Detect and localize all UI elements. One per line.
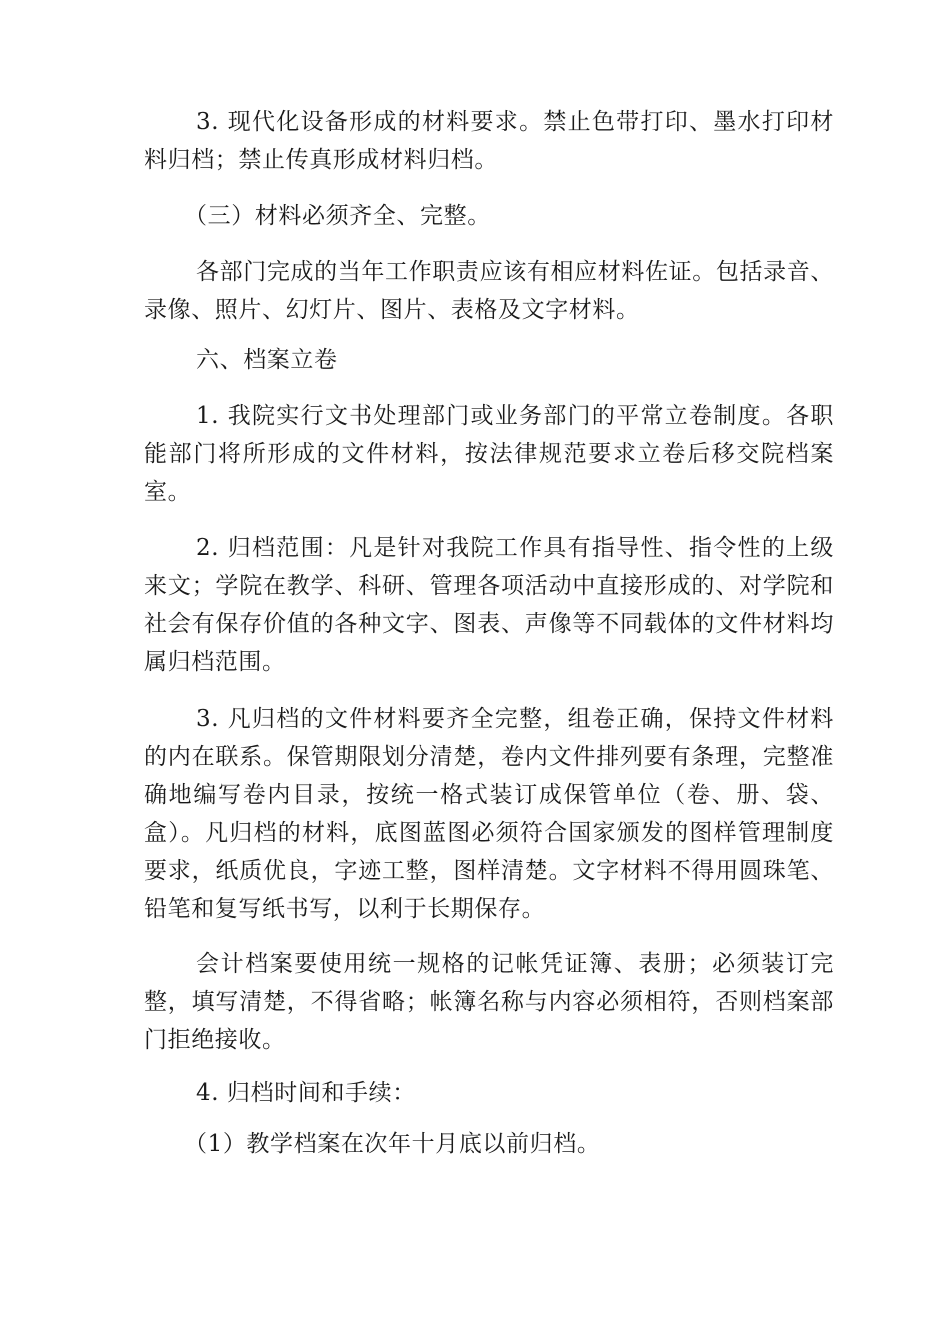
paragraph-teaching-archives: （1）教学档案在次年十月底以前归档。	[184, 1131, 601, 1157]
heading-materials-complete: （三）材料必须齐全、完整。	[184, 203, 491, 229]
paragraph-accounting-archives: 会计档案要使用统一规格的记帐凭证簿、表册；必须装订完整，填写清楚，不得省略；帐簿名称与内容必须相符，否则档案部门拒绝接收。	[144, 951, 834, 1053]
paragraph-filing-system: 1. 我院实行文书处理部门或业务部门的平常立卷制度。各职能部门将所形成的文件材料，按法律规范要求立卷后移交院档案室。	[144, 403, 834, 505]
paragraph-filing-quality: 3. 凡归档的文件材料要齐全完整，组卷正确，保持文件材料的内在联系。保管期限划分清楚，卷内文件排列要有条理，完整准确地编写卷内目录，按统一格式装订成保管单位（卷、册、袋、盒）。凡归档的材料，底图蓝图必须符合国家颁发的图样管理制度要求，纸质优良，字迹工整，图样清楚。文字材料不得用圆珠笔、铅笔和复写纸书写，以利于长期保存。	[144, 706, 834, 922]
paragraph-filing-scope: 2. 归档范围：凡是针对我院工作具有指导性、指令性的上级来文；学院在教学、科研、管理各项活动中直接形成的、对学院和社会有保存价值的各种文字、图表、声像等不同载体的文件材料均属归档范围。	[144, 535, 834, 675]
paragraph-department-evidence: 各部门完成的当年工作职责应该有相应材料佐证。包括录音、录像、照片、幻灯片、图片、表格及文字材料。	[144, 259, 834, 323]
heading-archive-filing: 六、档案立卷	[196, 347, 338, 373]
paragraph-equipment-requirements: 3. 现代化设备形成的材料要求。禁止色带打印、墨水打印材料归档；禁止传真形成材料归档。	[144, 109, 834, 173]
heading-filing-time: 4. 归档时间和手续：	[196, 1080, 416, 1106]
